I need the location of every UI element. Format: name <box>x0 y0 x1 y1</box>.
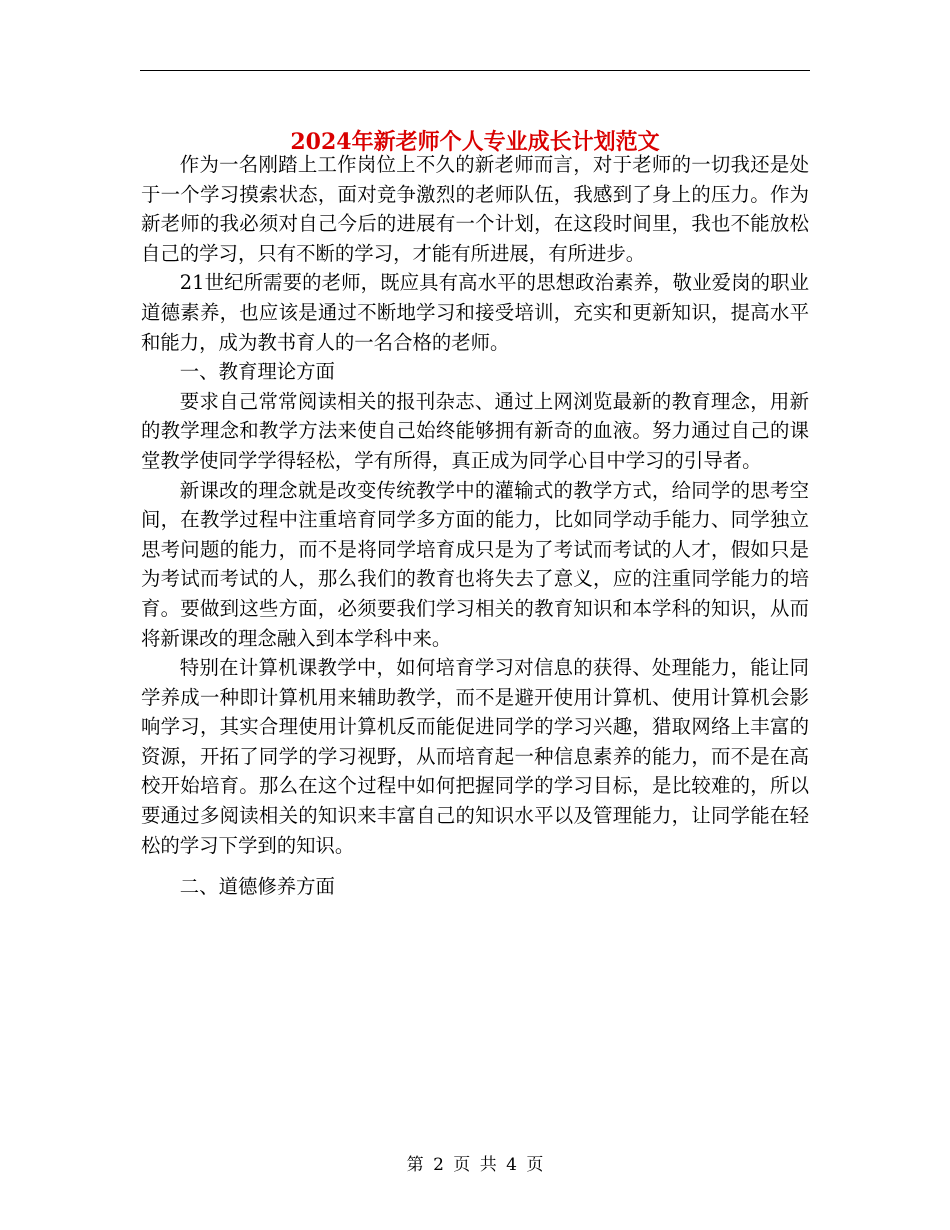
paragraph-intro: 作为一名刚踏上工作岗位上不久的新老师而言，对于老师的一切我还是处于一个学习摸索状态，面对竞争激烈的老师队伍，我感到了身上的压力。作为新老师的我必须对自己今后的进展有一个计划，在这段时间里，我也不能放松自己的学习，只有不断的学习，才能有所进展，有所进步。 <box>141 153 809 265</box>
section-heading-education-theory: 一、教育理论方面 <box>179 360 335 384</box>
header-rule <box>140 70 810 71</box>
paragraph-reading: 要求自己常常阅读相关的报刊杂志、通过上网浏览最新的教育理念，用新的教学理念和教学方法来使自己始终能够拥有新奇的血液。努力通过自己的课堂教学使同学学得轻松，学有所得，真正成为同学心目中学习的引导者。 <box>141 389 809 472</box>
paragraph-curriculum-reform: 新课改的理念就是改变传统教学中的灌输式的教学方式，给同学的思考空间，在教学过程中注重培育同学多方面的能力，比如同学动手能力、同学独立思考问题的能力，而不是将同学培育成只是为了考试而考试的人才，假如只是为考试而考试的人，那么我们的教育也将失去了意义，应的注重同学能力的培育。要做到这些方面，必须要我们学习相关的教育知识和本学科的知识，从而将新课改的理念融入到本学科中来。 <box>141 478 809 650</box>
paragraph-computer-teaching: 特别在计算机课教学中，如何培育学习对信息的获得、处理能力，能让同学养成一种即计算机用来辅助教学，而不是避开使用计算机、使用计算机会影响学习，其实合理使用计算机反而能促进同学的学习兴趣，猎取网络上丰富的资源，开拓了同学的学习视野，从而培育起一种信息素养的能力，而不是在高校开始培育。那么在这个过程中如何把握同学的学习目标，是比较难的，所以要通过多阅读相关的知识来丰富自己的知识水平以及管理能力，让同学能在轻松的学习下学到的知识。 <box>141 656 809 857</box>
document-title: 2024年新老师个人专业成长计划范文 <box>290 128 660 155</box>
page-number-footer: 第 2 页 共 4 页 <box>406 1155 544 1175</box>
paragraph-teacher-qualities: 21世纪所需要的老师，既应具有高水平的思想政治素养，敬业爱岗的职业道德素养，也应该是通过不断地学习和接受培训，充实和更新知识，提高水平和能力，成为教书育人的一名合格的老师。 <box>141 271 809 354</box>
document-body <box>141 150 809 902</box>
section-heading-moral-cultivation: 二、道德修养方面 <box>179 875 335 899</box>
